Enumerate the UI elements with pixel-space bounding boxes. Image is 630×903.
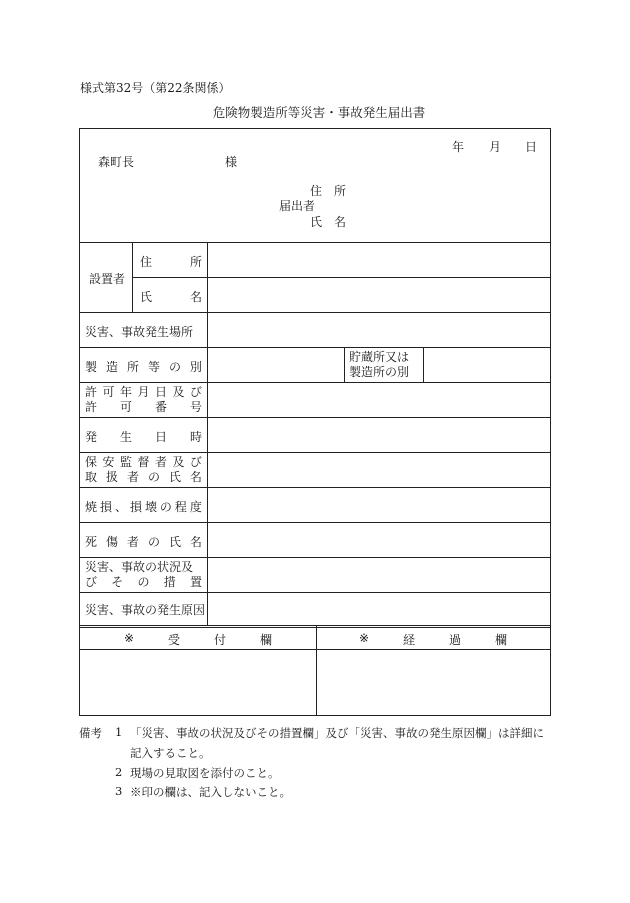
note-3-text: ※印の欄は、記入しないこと。	[130, 785, 291, 799]
form-number: 様式第32号（第22条関係）	[80, 81, 231, 95]
note-1-text: 「災害、事故の状況及びその措置欄」及び「災害、事故の発生原因欄」は詳細に	[130, 726, 544, 740]
notes-label: 備考	[79, 726, 102, 740]
installer-label: 設置者	[89, 272, 126, 286]
occurrence-datetime-label: 発 生 日 時	[85, 430, 202, 444]
applicant-label: 届出者	[279, 199, 316, 213]
situation-measures-label: 災害、事故の状況及 び そ の 措 置	[85, 560, 202, 589]
permit-label: 許 可 年 月 日 及 び 許 可 番 号	[85, 385, 202, 414]
progress-column-header: ※ 経 過 欄	[359, 631, 507, 647]
incident-location-label: 災害、事故発生場所	[85, 325, 194, 339]
incident-cause-label: 災害、事故の発生原因	[85, 603, 206, 617]
supervisor-label: 保 安 監 督 者 及 び 取 扱 者 の 氏 名	[85, 455, 202, 484]
date-month-label: 月	[489, 140, 502, 154]
report-form-table	[79, 128, 551, 716]
note-3-number: 3	[115, 784, 123, 798]
date-day-label: 日	[525, 140, 538, 154]
casualties-label: 死 傷 者 の 氏 名	[85, 535, 202, 549]
applicant-address-label: 住 所	[310, 184, 346, 198]
installer-name-label: 氏 名	[140, 290, 202, 304]
installer-address-label: 住 所	[140, 255, 202, 269]
note-1-text-cont: 記入すること。	[130, 746, 211, 760]
reception-column-header: ※ 受 付 欄	[124, 631, 272, 647]
damage-extent-label: 焼 損 、 損 壊 の 程 度	[85, 500, 202, 514]
document-title: 危険物製造所等災害・事故発生届出書	[212, 105, 426, 120]
applicant-name-label: 氏 名	[310, 215, 346, 229]
note-1-number: 1	[115, 725, 123, 739]
note-2-text: 現場の見取図を添付のこと。	[130, 766, 280, 780]
note-2-number: 2	[115, 765, 123, 779]
facility-type-label: 製 造 所 等 の 別	[85, 360, 202, 374]
addressee-honorific: 様	[225, 155, 238, 169]
date-year-label: 年	[452, 140, 465, 154]
facility-class-label: 貯蔵所又は 製造所の別	[349, 350, 410, 379]
addressee-name: 森町長	[98, 155, 135, 169]
